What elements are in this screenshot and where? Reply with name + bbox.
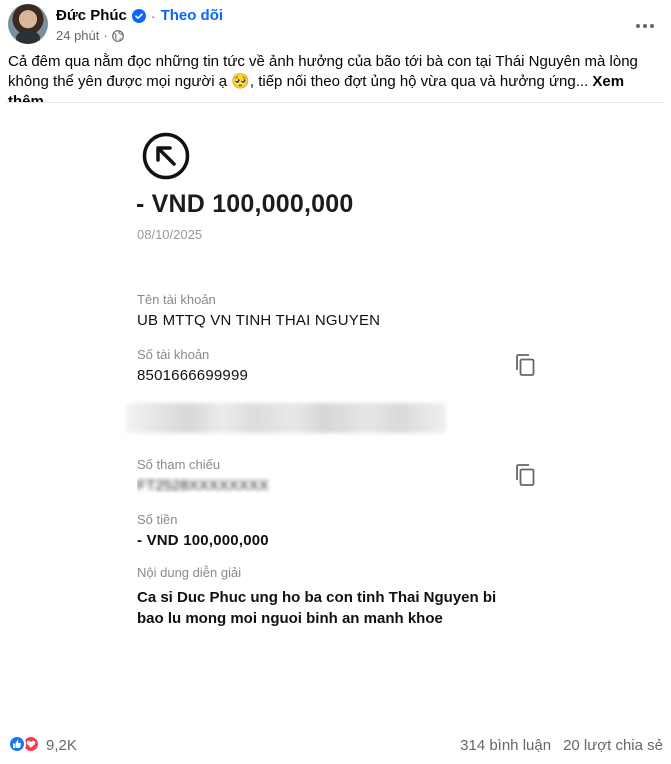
- description-label: Nội dung diễn giải: [137, 565, 242, 580]
- amount-label: Số tiền: [137, 512, 178, 527]
- description-value: Ca si Duc Phuc ung ho ba con tinh Thai Nguyen bi bao lu mong moi nguoi binh an manh khoe: [137, 589, 497, 627]
- copy-reference-icon[interactable]: [514, 463, 536, 487]
- copy-account-number-icon[interactable]: [514, 353, 536, 377]
- post-meta: [56, 28, 124, 43]
- amount-value: - VND 100,000,000: [137, 532, 269, 549]
- author-row: [56, 7, 223, 24]
- reference-value-blurred: [137, 477, 307, 493]
- transfer-date: 08/10/2025: [137, 227, 203, 242]
- author-name[interactable]: Đức Phúc: [56, 7, 127, 24]
- post-time[interactable]: 24 phút: [56, 28, 100, 43]
- reaction-icons[interactable]: [8, 735, 44, 755]
- more-dot-icon: [650, 24, 654, 28]
- more-dot-icon: [643, 24, 647, 28]
- redacted-band: [126, 403, 446, 433]
- account-number-label: Số tài khoản: [137, 347, 210, 362]
- shares-count-link[interactable]: 20 lượt chia sẻ: [563, 736, 663, 754]
- reference-value: FT2528XXXXXXXX: [137, 477, 269, 493]
- account-name-label: Tên tài khoản: [137, 292, 216, 307]
- globe-icon: [112, 30, 124, 42]
- account-name-value: UB MTTQ VN TINH THAI NGUYEN: [137, 312, 381, 329]
- more-dot-icon: [636, 24, 640, 28]
- reaction-count[interactable]: 9,2K: [46, 736, 77, 754]
- more-options-button[interactable]: [627, 8, 663, 44]
- account-number-value: 8501666699999: [137, 367, 249, 384]
- see-more-link[interactable]: Xem: [592, 73, 625, 90]
- engagement-stats: [460, 737, 663, 754]
- meta-separator: ·: [103, 28, 108, 43]
- reference-label: Số tham chiếu: [137, 457, 221, 472]
- verified-badge-icon: [132, 9, 146, 23]
- like-reaction-icon: [8, 735, 26, 753]
- name-separator: ·: [150, 7, 156, 24]
- comments-count-link[interactable]: 314 bình luận: [460, 736, 552, 754]
- follow-button[interactable]: Theo dõi: [160, 7, 224, 24]
- post-footer: [8, 731, 663, 759]
- post-header: [8, 4, 663, 48]
- outgoing-arrow-icon: [141, 131, 191, 181]
- transfer-receipt-image[interactable]: [6, 102, 665, 727]
- author-avatar[interactable]: [8, 4, 48, 44]
- transfer-amount: - VND 100,000,000: [136, 190, 354, 218]
- caption-text: Cả đêm qua nằm đọc những tin tức về ảnh hưởng của bão tới bà con tại Thái Nguyên mà lòng không thể yên được mọi người ạ 🥺, tiếp nối theo đợt ủng hộ vừa qua và hưởng ứng...: [8, 53, 638, 90]
